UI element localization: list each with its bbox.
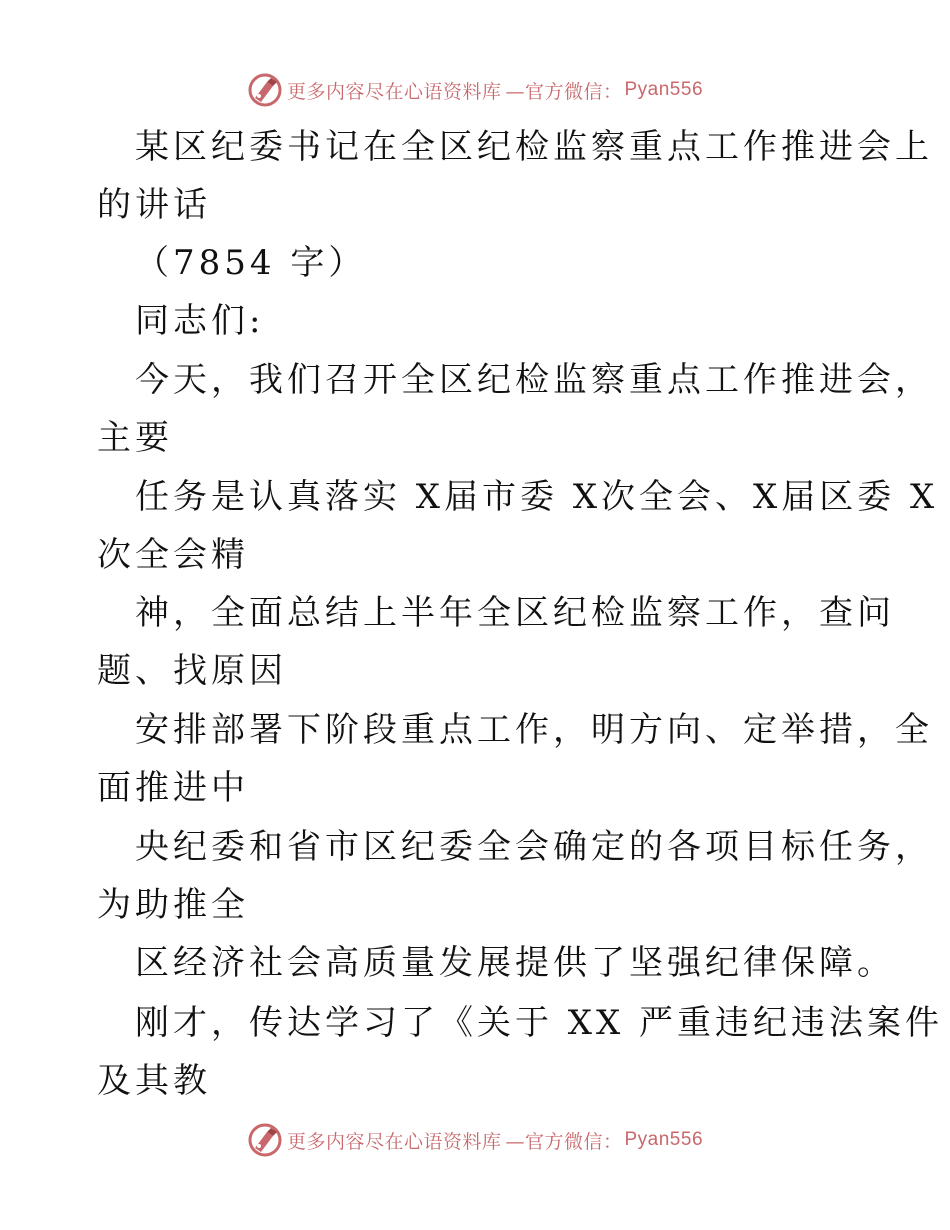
paragraph-line: 面推进中	[97, 768, 249, 808]
pen-logo-icon	[247, 1122, 283, 1158]
banner-text: 更多内容尽在心语资料库	[286, 1130, 502, 1153]
banner-separator: —官方微信：	[505, 1130, 623, 1153]
salutation: 同志们:	[135, 301, 265, 341]
paragraph-line: 区经济社会高质量发展提供了坚强纪律保障。	[135, 943, 895, 983]
banner-wechat-id: Pyan556	[624, 79, 704, 100]
paragraph-line: 次全会精	[97, 535, 249, 575]
paragraph-line: 及其教	[97, 1061, 211, 1101]
banner-separator: —官方微信：	[505, 80, 623, 103]
word-count: （7854 字）	[135, 243, 367, 283]
footer-banner	[0, 1122, 950, 1158]
pen-logo-icon	[247, 72, 283, 108]
title-line-1: 某区纪委书记在全区纪检监察重点工作推进会上	[135, 127, 933, 167]
paragraph-line: 刚才，传达学习了《关于 XX 严重违纪违法案件	[135, 1003, 944, 1043]
paragraph-line: 主要	[97, 418, 173, 458]
paragraph-line: 任务是认真落实 X届市委 X次全会、X届区委 X	[135, 477, 939, 517]
header-banner	[0, 72, 950, 108]
paragraph-line: 为助推全	[97, 885, 249, 925]
paragraph-line: 神，全面总结上半年全区纪检监察工作，查问	[135, 593, 895, 633]
paragraph-line: 央纪委和省市区纪委全会确定的各项目标任务，	[135, 827, 933, 867]
paragraph-line: 安排部署下阶段重点工作，明方向、定举措，全	[135, 710, 933, 750]
paragraph-line: 题、找原因	[97, 651, 287, 691]
title-line-2: 的讲话	[97, 185, 211, 225]
banner-wechat-id: Pyan556	[624, 1129, 704, 1150]
banner-text: 更多内容尽在心语资料库	[286, 80, 502, 103]
paragraph-line: 今天，我们召开全区纪检监察重点工作推进会，	[135, 360, 933, 400]
